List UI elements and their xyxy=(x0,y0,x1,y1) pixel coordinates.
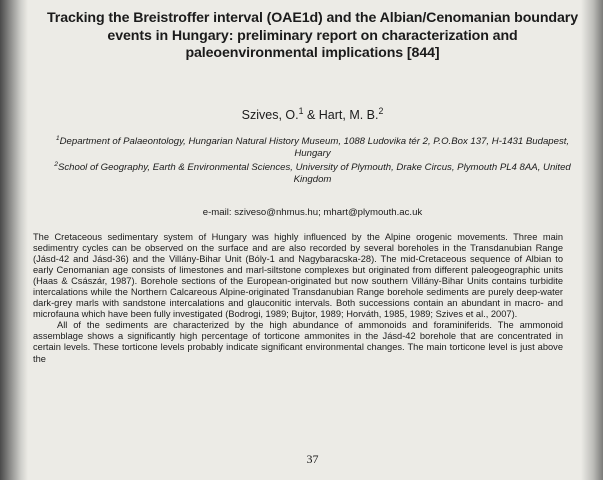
paper-title: Tracking the Breistroffer interval (OAE1d) and the Albian/Cenomanian boundary events in Hungary: preliminary report on characterization and paleoenvironmental implications [844] xyxy=(47,10,578,61)
email-line: e-mail: sziveso@nhmus.hu; mhart@plymouth.ac.uk xyxy=(202,207,423,218)
affiliation-text: Department of Palaeontology, Hungarian Natural History Museum, 1088 Ludovika tér 2, P.O.Box 137, H-1431 Budapest, Hungary xyxy=(59,136,570,159)
author-affiliation-mark: 1 xyxy=(298,105,304,116)
author-line xyxy=(40,105,585,122)
author-separator: & xyxy=(303,108,319,122)
page-number: 37 xyxy=(306,452,319,466)
author-name: Hart, M. B. xyxy=(318,108,379,122)
body-paragraph: The Cretaceous sedimentary system of Hungary was highly influenced by the Alpine orogenic movements. Three main sedimentry cycles can be observed on the surface and are also recorded by several boreholes in the Transdanubian Range (Jásd-42 and Jásd-36) and the Villány-Bihar Unit (Bóly-1 and Nagybaracska-28). The mid-Cretaceous sequence of Albian to early Cenomanian age consists of limestones and marl-siltstone complexes but originated from different paleogeographic units (Haas & Császár, 1987). Borehole sections of the European-originated but now southern Villány-Bihar Units contains turbidite intercalations while the Northern Calcareous Alpine-originated Transdanubian Range borehole sediments are purely deep-water dark-grey marls with sandstone intercalations and glauconitic intervals. Both successions contain an abundant in macro- and microfauna which have been fully investigated (Bodrogi, 1989; Bujtor, 1989; Horváth, 1985, 1989; Szives et al., 2007). xyxy=(33,232,563,320)
affiliation-mark: 1 xyxy=(55,134,60,142)
affiliation-mark: 2 xyxy=(54,160,58,168)
affiliation xyxy=(40,162,585,186)
abstract-body xyxy=(33,232,563,365)
affiliation xyxy=(40,136,585,160)
body-paragraph: All of the sediments are characterized by the high abundance of ammonoids and foraminiferids. The ammonoid assemblage shows a significantly high percentage of torticone ammonites in the Jásd-42 borehole that are concentrated in certain levels. These torticone levels probably indicate significant environmental changes. The main torticone level is just above the xyxy=(33,320,563,364)
affiliation-text: School of Geography, Earth & Environmental Sciences, University of Plymouth, Drake Circus, Plymouth PL4 8AA, United Kingdom xyxy=(57,162,571,185)
author-name: Szives, O. xyxy=(241,108,299,122)
author-affiliation-mark: 2 xyxy=(378,105,384,116)
